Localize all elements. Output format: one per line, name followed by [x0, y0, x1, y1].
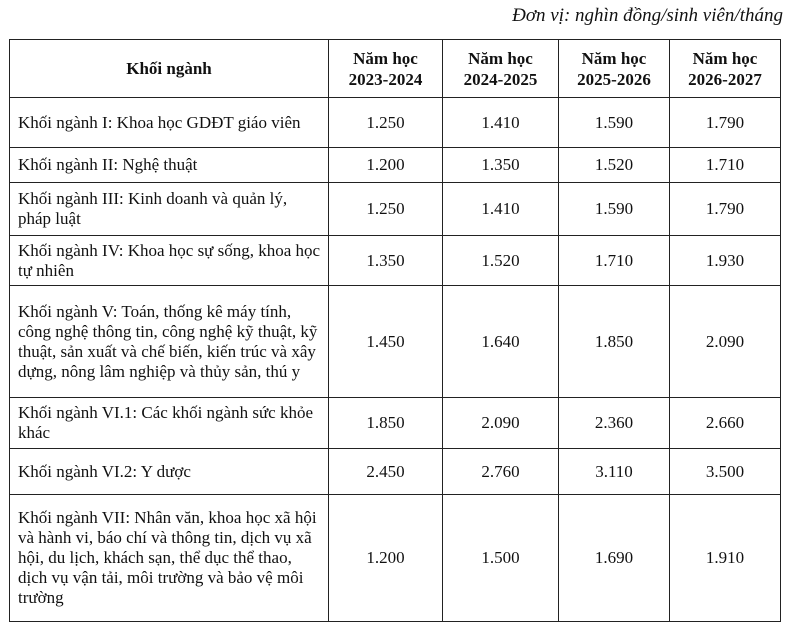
fee-value: 1.350 [443, 148, 559, 183]
header-year-value: 2026-2027 [688, 69, 762, 89]
header-year-2024-2025 [443, 40, 559, 98]
fee-value: 1.790 [670, 183, 781, 236]
field-group-name: Khối ngành VII: Nhân văn, khoa học xã hội và hành vi, báo chí và thông tin, dịch vụ xã hội, du lịch, khách sạn, thể dục thể thao, dịch vụ vận tải, môi trường và bảo vệ môi trường [10, 495, 329, 622]
table-header-row [10, 40, 781, 98]
unit-note: Đơn vị: nghìn đồng/sinh viên/tháng [512, 5, 783, 26]
fee-value: 1.520 [559, 148, 670, 183]
fee-value: 1.200 [329, 495, 443, 622]
header-year-value: 2024-2025 [463, 69, 538, 89]
fee-value: 1.590 [559, 98, 670, 148]
fee-value: 2.760 [443, 449, 559, 495]
fee-value: 1.350 [329, 236, 443, 286]
fee-value: 2.450 [329, 449, 443, 495]
table-row [10, 495, 781, 622]
fee-value: 1.590 [559, 183, 670, 236]
table-row [10, 236, 781, 286]
field-group-name: Khối ngành VI.2: Y dược [10, 449, 329, 495]
header-year-value: 2025-2026 [577, 69, 651, 89]
header-year-2026-2027 [670, 40, 781, 98]
field-group-name: Khối ngành I: Khoa học GDĐT giáo viên [10, 98, 329, 148]
field-group-name: Khối ngành VI.1: Các khối ngành sức khỏe khác [10, 398, 329, 449]
fee-value: 3.110 [559, 449, 670, 495]
field-group-name: Khối ngành II: Nghệ thuật [10, 148, 329, 183]
fee-value: 1.520 [443, 236, 559, 286]
fee-value: 1.910 [670, 495, 781, 622]
header-year-2023-2024 [329, 40, 443, 98]
fee-value: 3.500 [670, 449, 781, 495]
fee-value: 1.500 [443, 495, 559, 622]
table-row [10, 398, 781, 449]
header-year-label: Năm học [468, 48, 533, 68]
fee-value: 2.360 [559, 398, 670, 449]
header-year-label: Năm học [692, 48, 758, 68]
fee-value: 1.250 [329, 183, 443, 236]
table-row [10, 183, 781, 236]
fee-value: 2.090 [443, 398, 559, 449]
fee-value: 2.090 [670, 286, 781, 398]
fee-value: 2.660 [670, 398, 781, 449]
fee-value: 1.410 [443, 183, 559, 236]
fee-value: 1.200 [329, 148, 443, 183]
header-year-value: 2023-2024 [348, 69, 423, 89]
table-row [10, 148, 781, 183]
field-group-name: Khối ngành IV: Khoa học sự sống, khoa học tự nhiên [10, 236, 329, 286]
fee-value: 1.410 [443, 98, 559, 148]
fee-value: 1.850 [329, 398, 443, 449]
field-group-name: Khối ngành V: Toán, thống kê máy tính, công nghệ thông tin, công nghệ kỹ thuật, kỹ thuật, sản xuất và chế biến, kiến trúc và xây dựng, nông lâm nghiệp và thủy sản, thú y [10, 286, 329, 398]
fee-value: 1.640 [443, 286, 559, 398]
tuition-fee-table [9, 39, 781, 622]
fee-value: 1.690 [559, 495, 670, 622]
header-year-2025-2026 [559, 40, 670, 98]
fee-value: 1.450 [329, 286, 443, 398]
header-year-label: Năm học [353, 48, 418, 68]
table-row [10, 449, 781, 495]
header-field-group: Khối ngành [10, 40, 329, 98]
fee-value: 1.250 [329, 98, 443, 148]
field-group-name: Khối ngành III: Kinh doanh và quản lý, pháp luật [10, 183, 329, 236]
fee-value: 1.930 [670, 236, 781, 286]
table-row [10, 98, 781, 148]
fee-value: 1.850 [559, 286, 670, 398]
table-row [10, 286, 781, 398]
header-year-label: Năm học [581, 48, 647, 68]
fee-value: 1.710 [559, 236, 670, 286]
fee-value: 1.710 [670, 148, 781, 183]
fee-value: 1.790 [670, 98, 781, 148]
